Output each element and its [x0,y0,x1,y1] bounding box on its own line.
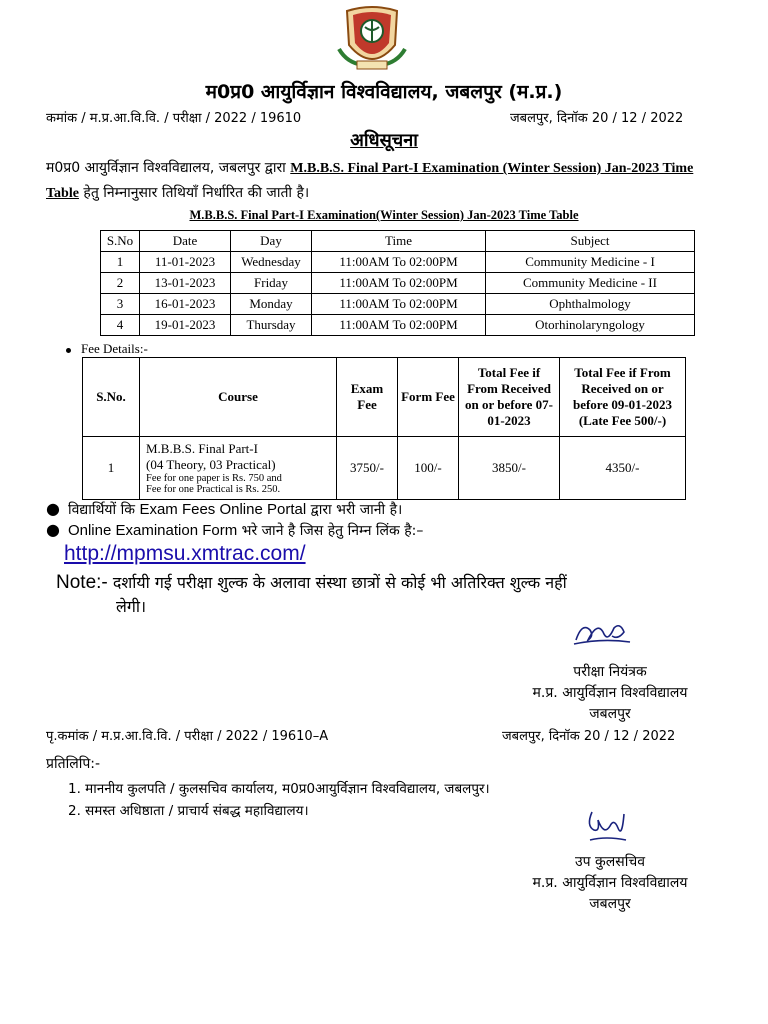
column-header: S.No. [83,358,140,437]
list-item: 2. समस्त अधिष्ठाता / प्राचार्य संबद्ध महाविद्यालय। [68,803,309,819]
table-cell: 3 [101,294,140,315]
note-text: लेगी। [116,597,147,616]
bullet-icon: ● [46,499,60,518]
course-papers: (04 Theory, 03 Practical) [146,457,276,472]
table-cell: 3850/- [459,437,560,500]
bullet-icon: ● [46,520,60,539]
table-cell: 4 [101,315,140,336]
table-cell: 16-01-2023 [140,294,231,315]
course-name: M.B.B.S. Final Part-I [146,441,258,456]
signatory-city: जबलपुर [589,706,631,722]
note-label: Note:- [56,572,108,593]
instruction-text: Online Examination Form [67,522,238,539]
notice-heading: अधिसूचना [350,130,418,151]
table-cell: 100/- [398,437,459,500]
column-header: Day [231,231,312,252]
table-cell: Thursday [231,315,312,336]
table-cell: Otorhinolaryngology [486,315,695,336]
instruction-fees-portal [46,499,402,519]
copy-list [68,778,490,822]
table-row [101,252,695,273]
column-header: Form Fee [398,358,459,437]
table-cell: 11:00AM To 02:00PM [312,315,486,336]
instruction-online-form [46,520,423,540]
table-cell: 1 [83,437,140,500]
notice-intro [46,156,726,206]
table-row [101,273,695,294]
signatory-city: जबलपुर [589,896,631,912]
timetable [100,230,695,336]
list-item: 1. माननीय कुलपति / कुलसचिव कार्यालय, म0प्र0आयुर्विज्ञान विश्वविद्यालय, जबलपुर। [68,781,490,797]
table-row [83,437,686,500]
table-cell: 11:00AM To 02:00PM [312,252,486,273]
table-cell: 11-01-2023 [140,252,231,273]
table-cell: 4350/- [560,437,686,500]
intro-exam-name: M.B.B.S. Final Part-I Examination (Winter Session) Jan-2023 Time Table [46,161,694,201]
signatory-controller [470,662,750,725]
portal-link[interactable]: http://mpmsu.xmtrac.com/ [64,542,306,565]
table-cell: Community Medicine - II [486,273,695,294]
note-text: दर्शायी गई परीक्षा शुल्क के अलावा संस्था छात्रों से कोई भी अतिरिक्त शुल्क नहीं [112,573,567,592]
table-header-row [101,231,695,252]
column-header: Exam Fee [337,358,398,437]
course-cell [140,437,337,500]
fee-label-text: Fee Details:- [81,341,148,356]
signature-icon [584,806,630,846]
column-header: Date [140,231,231,252]
signatory-org: म.प्र. आयुर्विज्ञान विश्वविद्यालय [532,685,688,701]
column-header: Course [140,358,337,437]
table-cell: 1 [101,252,140,273]
table-header-row [83,358,686,437]
place-date: जबलपुर, दिनॉक 20 / 12 / 2022 [510,111,684,126]
course-note: Fee for one Practical is Rs. 250. [146,484,281,495]
copy-label: प्रतिलिपि:- [46,756,101,772]
column-header: Total Fee if From Received on or before 09-01-2023 (Late Fee 500/-) [560,358,686,437]
table-cell: Ophthalmology [486,294,695,315]
table-cell: Monday [231,294,312,315]
instruction-text: विद्यार्थियों कि [67,502,135,518]
signature-icon [572,612,634,648]
university-crest-icon [333,5,411,75]
bullet-icon [66,348,71,353]
table-row [101,315,695,336]
signatory-designation: उप कुलसचिव [574,854,646,870]
copy-reference-number: पृ.कमांक / म.प्र.आ.वि.वि. / परीक्षा / 2022 / 19610–A [46,729,329,744]
reference-number: कमांक / म.प्र.आ.वि.वि. / परीक्षा / 2022 / 19610 [46,111,302,126]
fee-details-label [66,341,148,357]
instruction-text: Exam Fees Online Portal [139,501,307,518]
table-cell: 11:00AM To 02:00PM [312,294,486,315]
copy-place-date: जबलपुर, दिनॉक 20 / 12 / 2022 [502,729,676,744]
fee-table [82,357,686,500]
column-header: Total Fee if From Received on or before 07-01-2023 [459,358,560,437]
instruction-text: भरे जाने है जिस हेतु निम्न लिंक है:– [241,523,424,539]
timetable-caption: M.B.B.S. Final Part-I Examination(Winter Session) Jan-2023 Time Table [189,208,579,222]
instruction-text: द्वारा भरी जानी है। [310,502,403,518]
column-header: S.No [101,231,140,252]
table-row [101,294,695,315]
table-cell: 13-01-2023 [140,273,231,294]
table-cell: 11:00AM To 02:00PM [312,273,486,294]
table-cell: 19-01-2023 [140,315,231,336]
table-cell: Friday [231,273,312,294]
table-cell: 2 [101,273,140,294]
table-cell: Community Medicine - I [486,252,695,273]
intro-suffix: हेतु निम्नानुसार तिथियॉं निर्धारित की जाती है। [83,185,310,201]
column-header: Subject [486,231,695,252]
signatory-designation: परीक्षा नियंत्रक [573,664,647,680]
column-header: Time [312,231,486,252]
signatory-deputy-registrar [470,852,750,915]
table-cell: 3750/- [337,437,398,500]
signatory-org: म.प्र. आयुर्विज्ञान विश्वविद्यालय [532,875,688,891]
course-note: Fee for one paper is Rs. 750 and [146,473,282,484]
intro-prefix: म0प्र0 आयुर्विज्ञान विश्वविद्यालय, जबलपुर द्वारा [46,160,286,176]
university-title: म0प्र0 आयुर्विज्ञान विश्वविद्यालय, जबलपुर (म.प्र.) [205,81,563,103]
table-cell: Wednesday [231,252,312,273]
